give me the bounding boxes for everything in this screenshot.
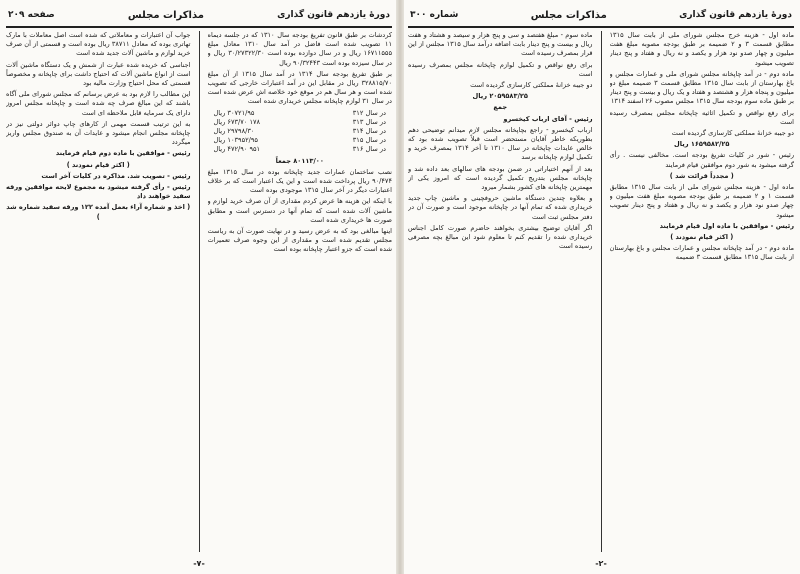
paragraph: کردشات بر طبق قانون تفریغ بودجه سال ۱۳۱۰ که در جلسه دیماه ۱۱ تصویب شده است فاضل در آمد سال ۱۳۱۰ معادل مبلغ ۱۶۷۱۱۵۵۵ ریال و در سال دوازده بوده است ۳۰/۲۷۳۲۲/۳۰ ریال و در سال سیزده بوده است ۹۰/۳۲۴۴۳ ریال [207,31,392,67]
book-gutter [396,0,404,574]
left-page-left-column [6,31,191,552]
paragraph: اگر آقایان توضیح بیشتری بخواهند حاضرم صورت کامل اجناس خریداری شده را تقدیم کنم تا معلوم شود این مبالغ بچه مصرفی رسیده است [408,223,593,251]
paragraph: رئیس - شور در کلیات تفریغ بودجه است. مخالفی نیست . رأی گرفته میشود به شور دوم موافقین قیام فرمایند [609,151,794,169]
table-amount: ۲۹۷۹۸/۳۰ ریال [213,127,255,136]
left-running-head [6,4,392,28]
paragraph: ارباب کیخسرو - راجع بچاپخانه مجلس لازم میدانم توضیحی دهم بطوریکه خاطر آقایان مستحضر است قبلاً تصویب شده بود که خالص عایدات چاپخانه در سال ۱۳۱۰ تا آخر ۱۳۱۴ بمصرف خرید و تکمیل لوازم چاپخانه برسد [408,125,593,162]
right-running-head [408,4,794,28]
table-amount: ۳۰۷۲۱/۹۵ ریال [213,108,255,117]
paragraph: این مطالب را لازم بود به عرض برسانم که مجلس شورای ملی آگاه باشند که این مبالغ صرف چه شده است و چاپخانه مجلس امروز دارای یک سرمایه قابل ملاحظه ای است [6,90,191,117]
paragraph: دو جیبه خزانهٔ مملکتی کارسازی گردیده است [671,129,794,138]
paragraph: بر طبق تفریغ بودجه سال ۱۳۱۴ در آمد سال ۱۳۱۵ از آن مبلغ ۳۲۸۸۱۵/۷۰ ریال در مقابل این در آمد اعتبارات خارجی که تصویب شده است و هر سال هم در موقع خود خلاصه اش عرض شده است در سال ۳۱ لوازم چاپخانه مجلس خریداری شده است [207,69,392,106]
paragraph: ماده دوم - در آمد چاپخانه مجلس شورای ملی و عمارات مجلس و باغ بهارستان از بابت سال ۱۳۱۵ مطابق قسمت ۳ ضمیمه مبلغ دو میلیون و پنجاه هزار و هشتصد و هفتاد و یک ریال و بیست و پنج دینار بر طبق ماده سوم بودجه سال ۱۳۱۵ مجلس مصوب ۲۶ اسفند ۱۳۱۴ [609,69,794,106]
paragraph: ماده دوم - در آمد چاپخانه مجلس و عمارات مجلس و باغ بهارستان از بابت سال ۱۳۱۵ مطابق قسمت ۳ ضمیمه [609,244,794,262]
approval-note: ( اکثر قیام نمودند ) [66,160,130,169]
paragraph: بعد از آنهم اختیاراتی در ضمن بودجه های سالهای بعد داده شد و چاپخانه مجلس بتدریج تکمیل گردیده است که امروز یکی از مهمترین چاپخانه های کشور بشمار میرود [408,164,593,192]
paragraph: و بعلاوه چندین دستگاه ماشین حروفچینی و ماشین چاپ جدید خریداری شده که تمام آنها در چاپخانه موجود است و صورت آن در دفتر مجلس ثبت است [408,194,593,221]
approval-note: ( مجدداً قرائت شد ) [669,171,734,180]
right-page [408,4,794,570]
paragraph: به این ترتیب قسمت مهمی از کارهای چاپ دوائر دولتی نیز در چاپخانه مجلس انجام میشود و عایدات آن به صندوق مجلس واریز میگردد [6,119,191,147]
left-header-center: مذاکرات مجلس [127,9,204,21]
paragraph: دو جیبه خزانهٔ مملکتی کارسازی گردیده است [470,81,593,90]
paragraph: اجناسی که خریده شده عبارت از شمش و یک دستگاه ماشین آلات است از انواع ماشین آلات که احتیاج داشت برای چاپخانه و مخصوصاً قسمتی که محل احتیاج وزارت مالیه بود [6,60,191,88]
column-rule [199,31,200,552]
table-year: در سال ۳۱۶ [352,145,386,154]
table-row [214,118,387,127]
table-year: در سال ۳۱۲ [352,108,386,117]
sum-line: ۱۶۵۹۵۸۲/۲۵ ریال [674,140,730,149]
table-amount: ۱۰۳۹۵۲/۹۵ ریال [213,136,258,145]
table-amount: ۱۷۸ ۶۷۳/۷۰ ریال [213,117,261,126]
table-row [214,145,387,154]
speaker-line: رئیس - تصویب شد. مذاکره در کلیات آخر است [41,171,191,180]
left-page [6,4,392,570]
right-header-left: شماره ۳۰۰ [410,10,459,20]
vote-note: ( اخذ و شماره آراء بعمل آمده ۱۲۲ ورقه سفید شماره شد ) [6,203,191,221]
table-row [214,136,387,145]
table-row [214,109,387,118]
paragraph: برای رفع نواقص و تکمیل اثاثیه چاپخانه مجلس بمصرف رسیده است [609,108,794,126]
right-page-left-column [408,31,593,552]
column-rule [601,31,602,552]
approval-note: ( اکثر قیام نمودند ) [670,233,734,242]
table-total: ۸۰۱۱۳/۰۰ جمعاً [275,156,324,165]
table-row [214,127,387,136]
table-year: در سال ۳۱۴ [352,127,386,136]
paragraph: اینها مبالغی بود که به عرض رسید و در نهایت صورت آن به ریاست مجلس تقدیم شده است و مقداری از این وجوه صرف تعمیرات شده است که جزو اعتبار چاپخانه بوده است [207,227,392,254]
paragraph: نصب ساختمان عمارات جدید چاپخانه بوده در سال ۱۳۱۵ مبلغ ۹۰/۴۷۴ ریال پرداخت شده است و این یک اعتبار است که بر خلاف اعتبارات دیگر در آخر سال ۱۳۱۵ موجودی بوده است [207,167,392,195]
amounts-table [208,109,393,166]
paragraph: ماده اول - هزینه مجلس شورای ملی از بابت سال ۱۳۱۵ مطابق قسمت ۱ و ۲ ضمیمه بر طبق بودجه مصوبه مبلغ هفت میلیون و چهار صدو نود هزار و یکصد و نه ریال و هفتاد و پنج دینار تصویب میشود [609,183,794,219]
left-columns [6,31,392,552]
left-header-left: صفحه ۲۰۹ [8,10,55,20]
right-columns [408,31,794,552]
right-header-right: دورهٔ یازدهم قانون گذاری [679,10,792,20]
total-label: جمع [493,103,508,112]
table-year: در سال ۳۱۳ [352,117,386,126]
paragraph: با اینکه این هزینه ها عرض کردم مقداری از آن صرف خرید لوازم و ماشین آلات شده است که تمام آنها در دسترس است و مطابق صورت ها خریداری شده است [207,197,392,224]
paragraph: جواب آن اعتبارات و معاملاتی که شده است اصل معاملات با مارک تهاتری بوده که معادل ۳۸۷۱۱ ریال بوده است و قسمتی از آن صرف خرید لوازم و ماشین آلات جدید شده است [6,31,191,58]
paragraph: ماده اول - هزینه خرج مجلس شورای ملی از بابت سال ۱۳۱۵ مطابق قسمت ۳ و ۲ ضمیمه بر طبق بودجه مصوبه مبلغ هفت میلیون و چهار صدو نود هزار و یکصد و نه ریال و هفتاد و پنج دینار تصویب میشود [609,31,794,67]
sum-line: ۲۰۵۹۵۸۳/۲۵ ریال [472,92,528,101]
left-page-right-column [208,31,393,552]
paragraph: ماده سوم - مبلغ هفتصد و سی و پنج هزار و سیصد و هشتاد و هفت ریال و بیست و پنج دینار بابت اضافه درآمد سال ۱۳۱۵ مجلس از این قرار بمصرف رسیده است [408,31,593,58]
paragraph: برای رفع نواقص و تکمیل لوازم چاپخانه مجلس بمصرف رسیده است [408,60,593,78]
right-header-center: مذاکرات مجلس [530,9,607,21]
left-folio: -۷- [193,559,205,568]
right-page-right-column [610,31,795,552]
speaker-line: رئیس - موافقین با ماده دوم قیام فرمایند [55,149,191,158]
table-amount: ۹۵۱ ۴۷۲/۹۰ ریال [213,145,261,154]
left-header-right: دورهٔ یازدهم قانون گذاری [277,10,390,20]
table-year: در سال ۳۱۵ [352,136,386,145]
speaker-line: رئیس - آقای ارباب کیخسرو [503,114,593,123]
speaker-line: رئیس - رأی گرفته میشود به مجموع لایحه موافقین ورقه سفید خواهند داد [6,183,191,201]
speaker-line: رئیس - موافقین با ماده اول قیام فرمایند [659,221,794,230]
right-folio: -۲- [595,559,607,568]
